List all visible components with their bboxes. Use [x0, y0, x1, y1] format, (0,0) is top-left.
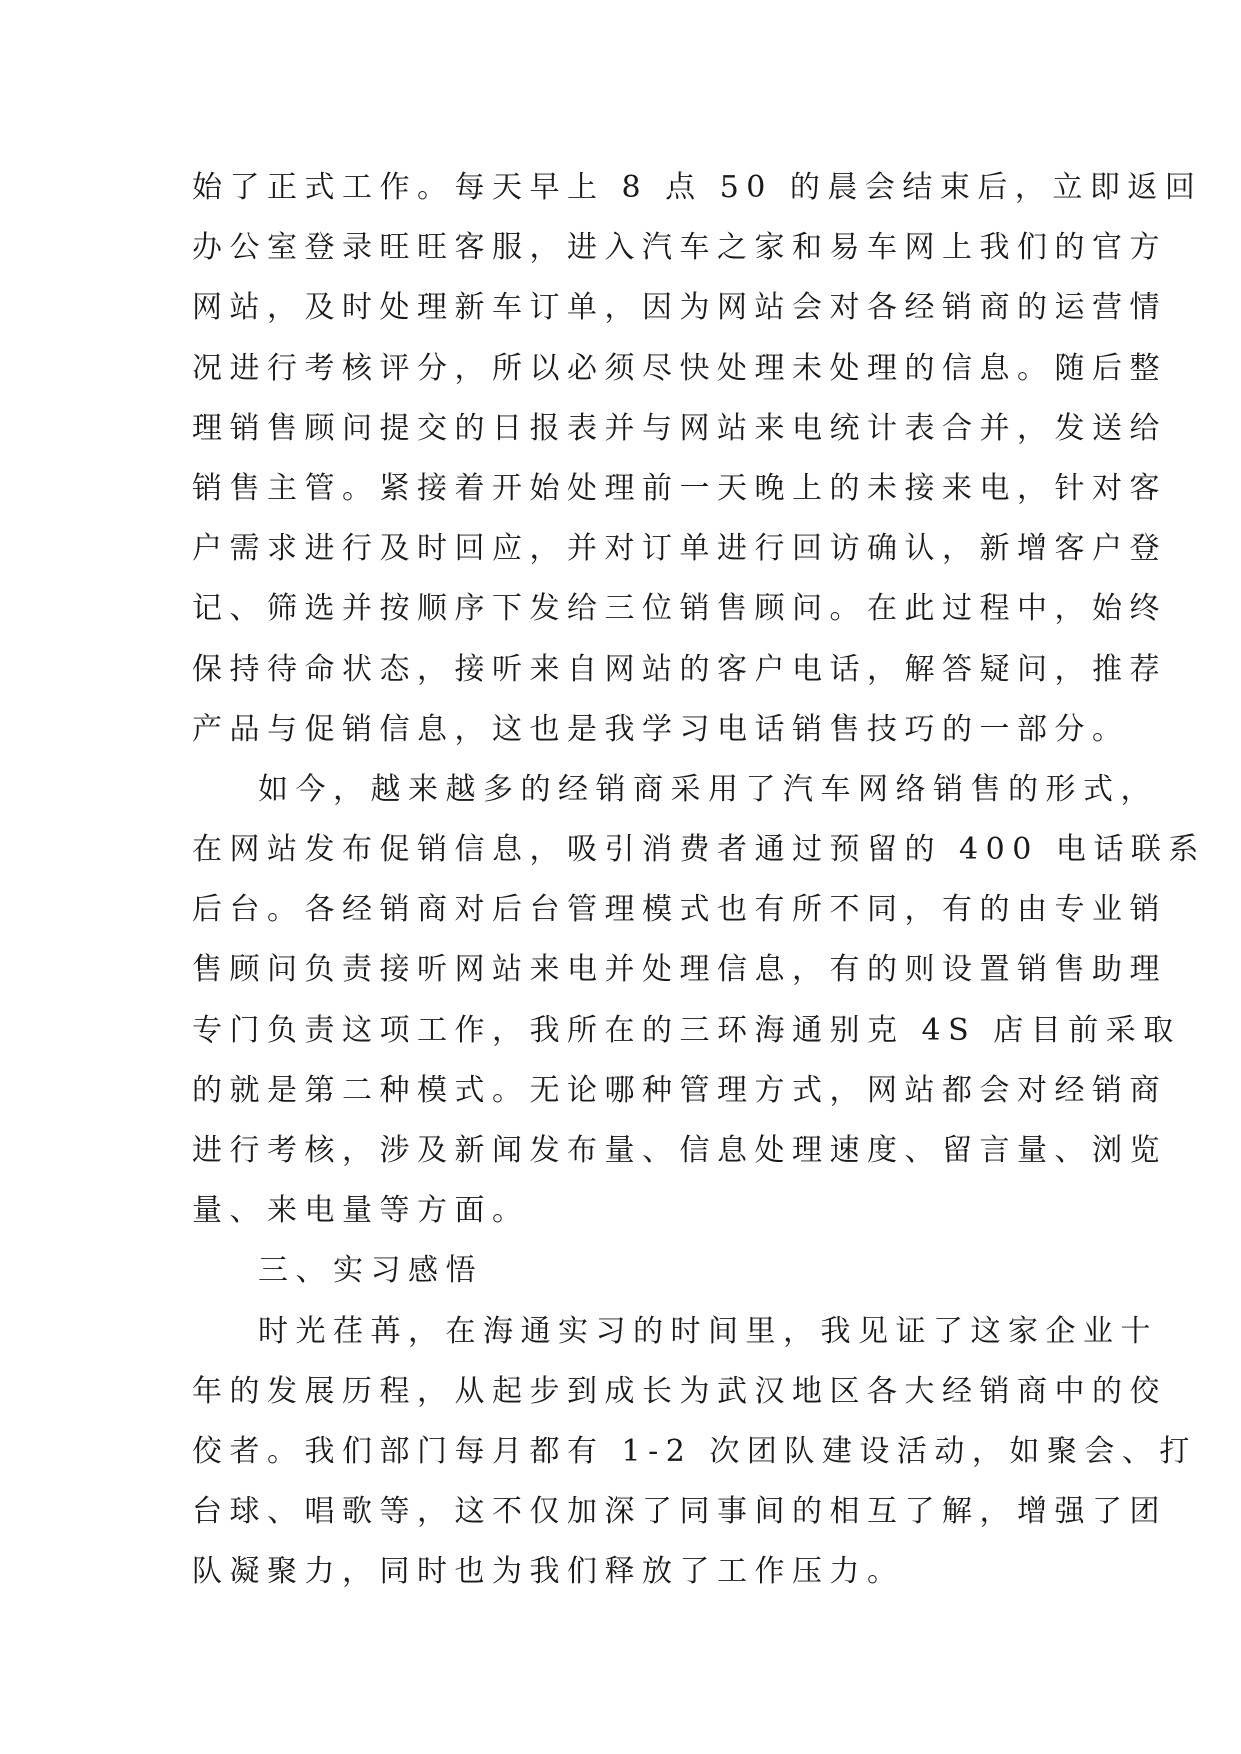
- text-line: 始了正式工作。每天早上 8 点 50 的晨会结束后，立即返回: [192, 170, 1203, 205]
- document-body: [192, 158, 1206, 1603]
- text-line: 专门负责这项工作，我所在的三环海通别克 4S 店目前采取: [192, 1012, 1181, 1048]
- text-line: 记、筛选并按顺序下发给三位销售顾问。在此过程中，始终: [192, 591, 1167, 627]
- text-line: 年的发展历程，从起步到成长为武汉地区各大经销商中的佼: [192, 1373, 1167, 1409]
- text-line: 台球、唱歌等，这不仅加深了同事间的相互了解，增强了团: [192, 1494, 1167, 1530]
- text-line: 进行考核，涉及新闻发布量、信息处理速度、留言量、浏览: [192, 1133, 1167, 1168]
- text-line: 在网站发布促销信息，吸引消费者通过预留的 400 电话联系: [192, 832, 1206, 868]
- paragraph-first-line: 三、实习感悟: [258, 1253, 483, 1289]
- text-line: 产品与促销信息，这也是我学习电话销售技巧的一部分。: [192, 711, 1130, 747]
- text-line: 佼者。我们部门每月都有 1-2 次团队建设活动，如聚会、打: [192, 1433, 1197, 1469]
- text-line: 的就是第二种模式。无论哪种管理方式，网站都会对经销商: [192, 1072, 1167, 1108]
- text-line: 户需求进行及时回应，并对订单进行回访确认，新增客户登: [192, 531, 1167, 567]
- text-line: 保持待命状态，接听来自网站的客户电话，解答疑问，推荐: [192, 651, 1167, 687]
- text-line: 办公室登录旺旺客服，进入汽车之家和易车网上我们的官方: [192, 230, 1167, 266]
- text-line: 售顾问负责接听网站来电并处理信息，有的则设置销售助理: [192, 952, 1167, 988]
- text-line: 队凝聚力，同时也为我们释放了工作压力。: [192, 1554, 905, 1590]
- text-line: 销售主管。紧接着开始处理前一天晚上的未接来电，针对客: [192, 470, 1167, 506]
- text-line: 况进行考核评分，所以必须尽快处理未处理的信息。随后整: [192, 350, 1167, 386]
- text-line: 网站，及时处理新车订单，因为网站会对各经销商的运营情: [192, 290, 1167, 326]
- text-line: 量、来电量等方面。: [192, 1193, 530, 1229]
- paragraph-first-line: 如今，越来越多的经销商采用了汽车网络销售的形式，: [258, 771, 1158, 807]
- text-line: 后台。各经销商对后台管理模式也有所不同，有的由专业销: [192, 892, 1167, 928]
- text-line: 理销售顾问提交的日报表并与网站来电统计表合并，发送给: [192, 410, 1167, 446]
- paragraph-first-line: 时光荏苒，在海通实习的时间里，我见证了这家企业十: [258, 1313, 1158, 1349]
